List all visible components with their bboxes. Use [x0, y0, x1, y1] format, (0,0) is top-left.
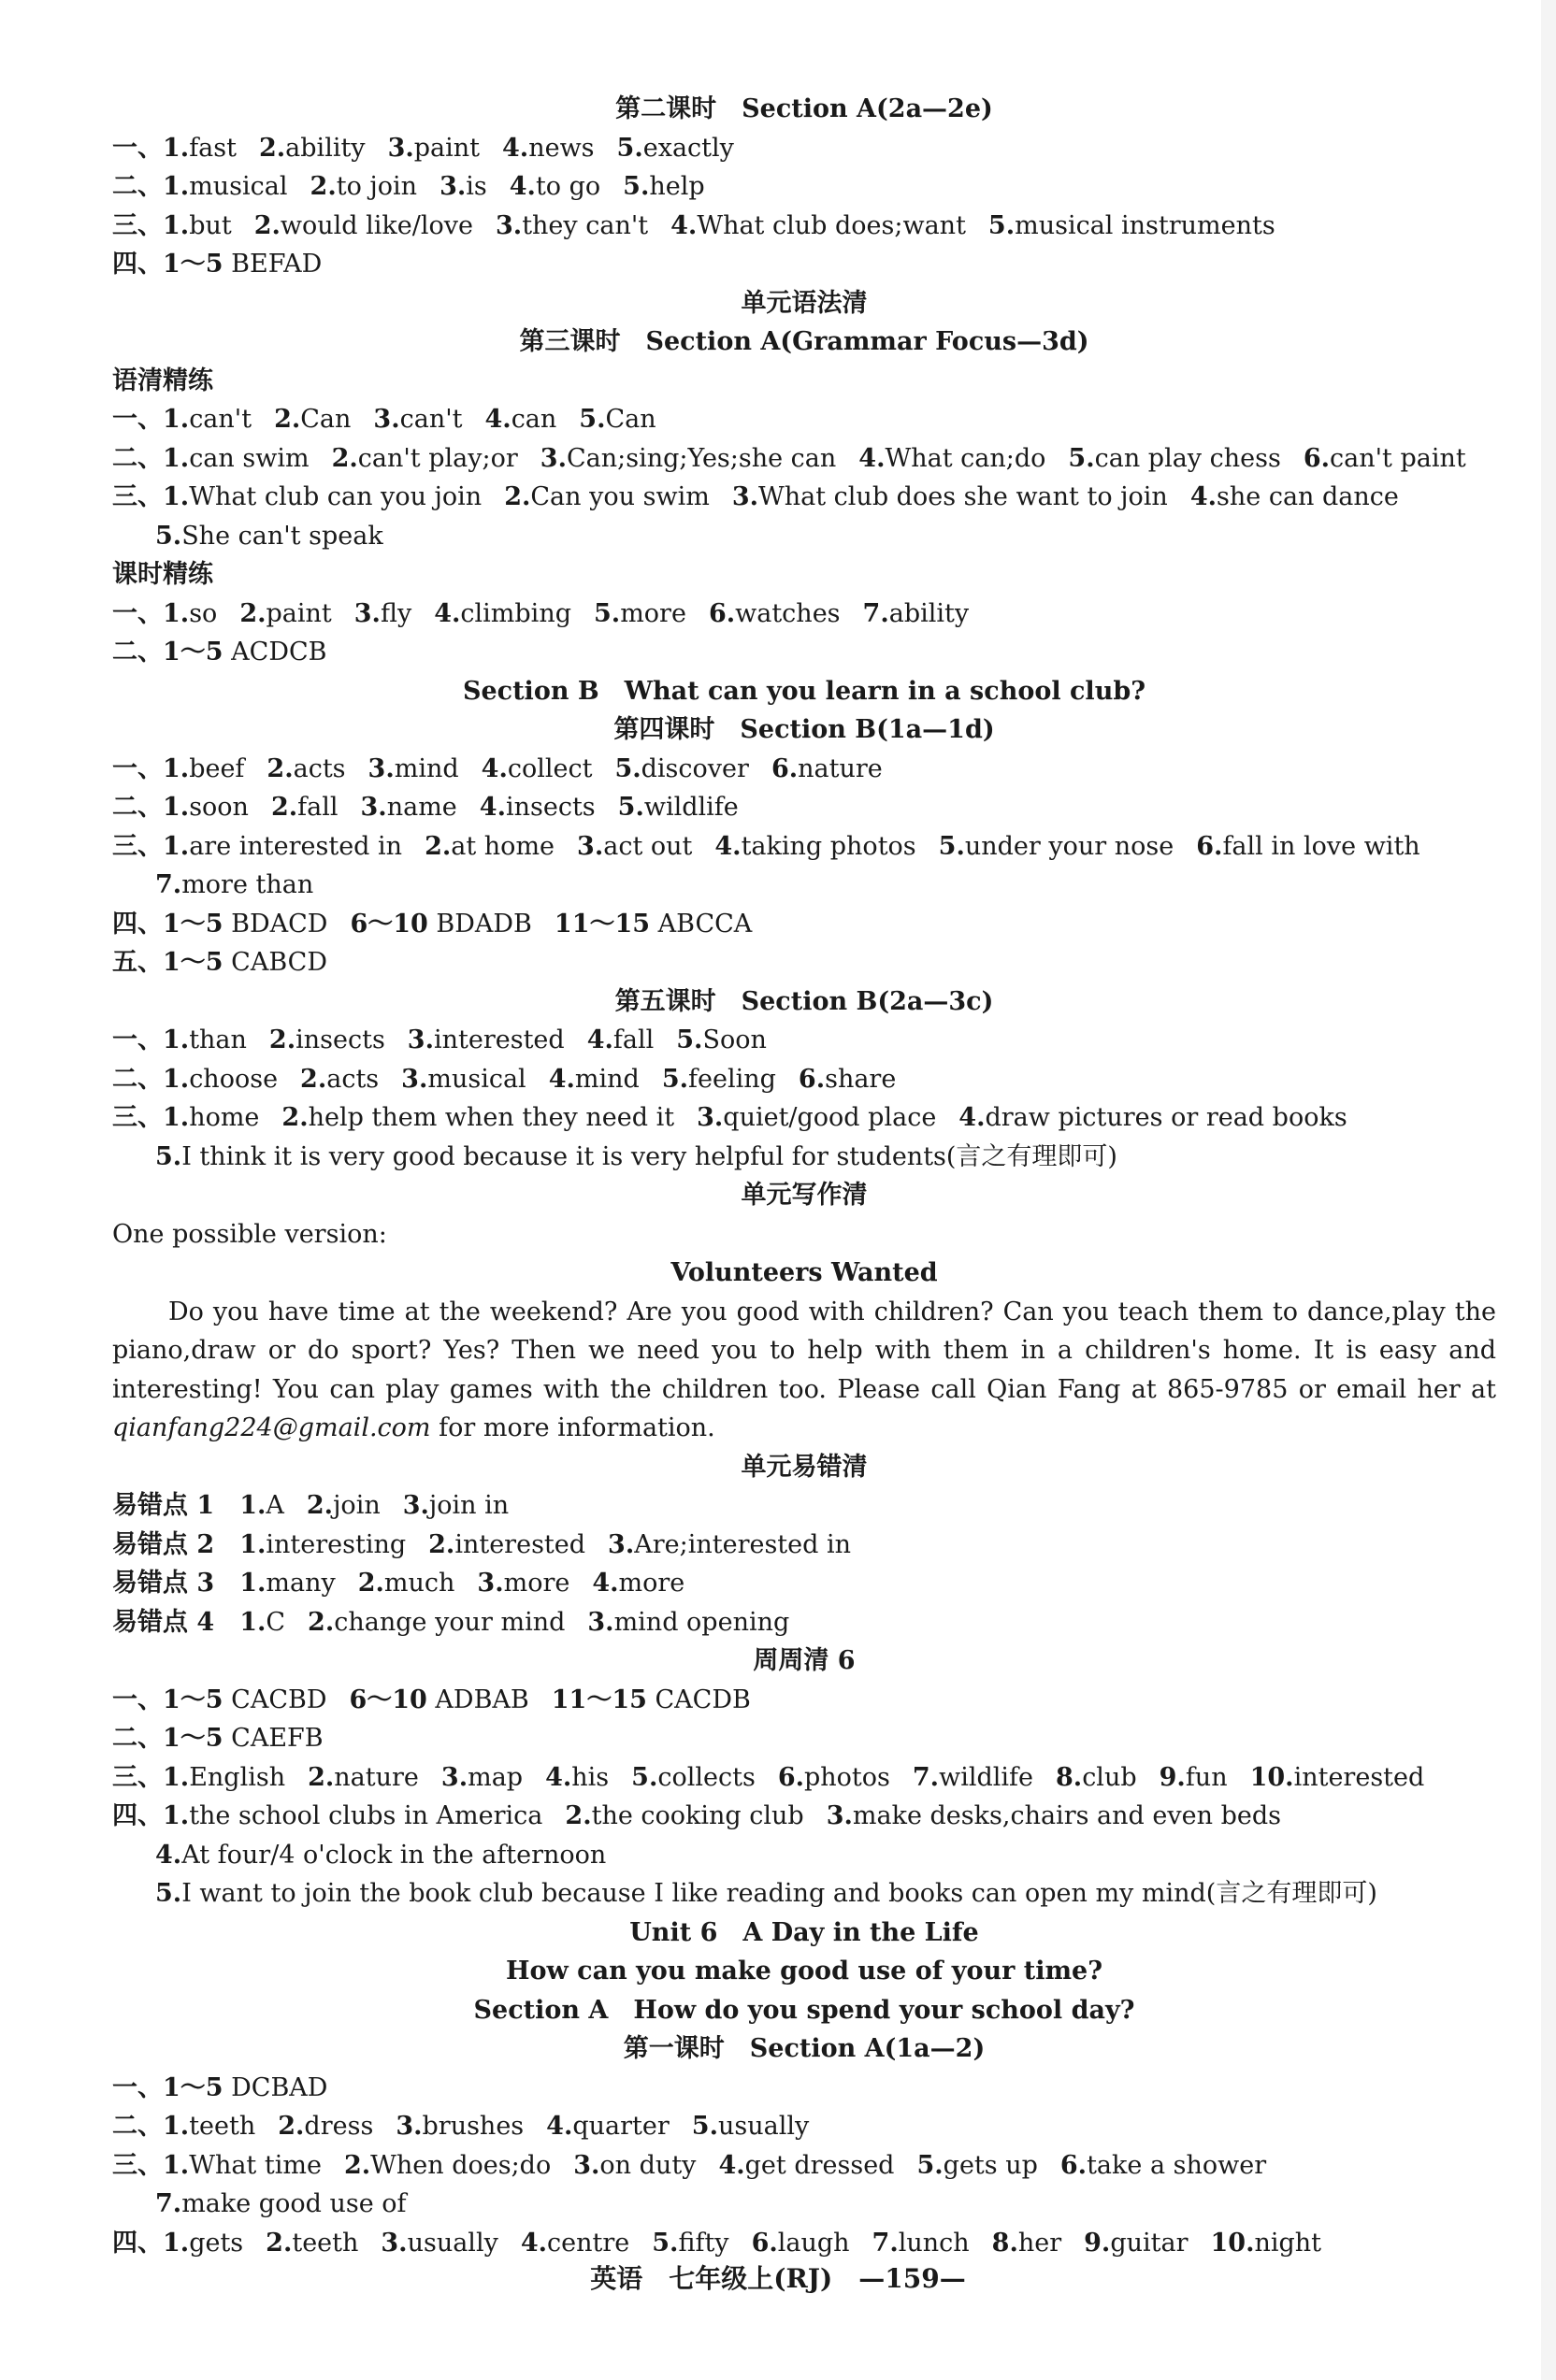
answer-item: 2.help them when they need it	[281, 1103, 675, 1132]
answer-item: 1.are interested in	[163, 831, 403, 861]
answer-item: 4.to go	[509, 172, 601, 201]
section-heading: 第五课时 Section B(2a—3c)	[614, 986, 994, 1016]
answer-row	[112, 1603, 1496, 1642]
answer-label: 二、	[112, 1064, 163, 1094]
answer-item: 1.fast	[163, 133, 237, 163]
answer-item: 5.discover	[614, 753, 749, 783]
answer-item: 1.What time	[163, 2150, 322, 2180]
answer-item: 11～15 CACDB	[551, 1685, 751, 1714]
answer-item: 2.to join	[310, 172, 418, 201]
answer-row	[112, 478, 1496, 517]
answer-item: 1.beef	[163, 753, 245, 783]
answer-item: 2.acts	[267, 753, 346, 783]
answer-row	[112, 788, 1496, 827]
answer-row	[112, 1098, 1496, 1138]
answer-label: 二、	[112, 443, 163, 473]
answer-row	[112, 400, 1496, 439]
answer-item: 5.exactly	[616, 133, 734, 163]
answer-content	[112, 90, 1496, 2262]
answer-item: 4.What club does;want	[670, 210, 966, 240]
adjacent-page-edge	[1541, 0, 1556, 2380]
answer-item: 5.Can	[579, 405, 656, 434]
answer-row	[112, 245, 1496, 284]
answer-label: 一、	[112, 598, 163, 628]
answer-item: 6.can't paint	[1303, 443, 1466, 473]
answer-item: 1～5 ACDCB	[163, 638, 327, 667]
answer-row	[112, 129, 1496, 168]
answer-label: 二、	[112, 793, 163, 822]
answer-item: 7.make good use of	[155, 2189, 407, 2218]
answer-item: 4.fall	[586, 1025, 655, 1054]
answer-item: 1.musical	[163, 172, 288, 201]
answer-item: 2.acts	[300, 1064, 380, 1094]
answer-item: 3.they can't	[496, 210, 649, 240]
answer-label: 一、	[112, 2072, 163, 2102]
subsection-heading: 语清精练	[112, 366, 213, 395]
answer-item: 5.help	[623, 172, 705, 201]
answer-item: 5.more	[594, 598, 686, 628]
answer-row	[112, 1060, 1496, 1099]
answer-item: 6～10 BDADB	[350, 909, 532, 939]
answer-item: 2.ability	[258, 133, 366, 163]
answer-label: 三、	[112, 1103, 163, 1132]
answer-row	[112, 1836, 1496, 1875]
answer-row	[112, 1874, 1496, 1914]
answer-item: 10.interested	[1249, 1762, 1425, 1792]
answer-item: 2.paint	[239, 598, 332, 628]
answer-item: 7.lunch	[872, 2228, 970, 2258]
answer-item: 3.musical	[401, 1064, 526, 1094]
answer-item: 1.can swim	[163, 443, 310, 473]
answer-item: 6.laugh	[751, 2228, 850, 2258]
answer-row	[112, 517, 1496, 556]
answer-item: 3.mind opening	[587, 1607, 790, 1637]
answer-item: 3.mind	[367, 753, 459, 783]
answer-label: 三、	[112, 210, 163, 240]
answer-row	[112, 633, 1496, 672]
answer-item: 3.name	[360, 793, 457, 822]
answer-item: 1～5 CAEFB	[163, 1724, 324, 1753]
answer-row	[112, 1138, 1496, 1177]
answer-item: 8.her	[991, 2228, 1062, 2258]
answer-item: 8.club	[1056, 1762, 1137, 1792]
answer-row	[112, 750, 1496, 789]
answer-item: 7.wildlife	[912, 1762, 1033, 1792]
answer-item: 4.climbing	[434, 598, 571, 628]
answer-label: 五、	[112, 948, 163, 977]
answer-item: 2.interested	[428, 1529, 586, 1559]
answer-item: 6.watches	[708, 598, 841, 628]
answer-item: 5.fifty	[652, 2228, 729, 2258]
section-heading: 单元易错清	[741, 1452, 868, 1482]
answer-item: 1.What club can you join	[163, 482, 483, 511]
answer-row	[112, 1719, 1496, 1758]
answer-item: 1.so	[163, 598, 218, 628]
answer-item: 3.more	[477, 1569, 570, 1598]
answer-item: 1～5 CACBD	[163, 1685, 327, 1714]
answer-item: 4.draw pictures or read books	[958, 1103, 1347, 1132]
section-heading: Unit 6 A Day in the Life	[629, 1917, 979, 1947]
answer-label: 四、	[112, 1801, 163, 1830]
section-heading: 单元语法清	[741, 288, 868, 318]
answer-item: 4.collect	[481, 753, 593, 783]
answer-item: 3.map	[440, 1762, 524, 1792]
answer-item: 5.can play chess	[1068, 443, 1281, 473]
answer-item: 6.nature	[771, 753, 883, 783]
answer-label: 三、	[112, 831, 163, 861]
answer-item: 4.get dressed	[718, 2150, 895, 2180]
answer-item: 5.I think it is very good because it is very helpful for students(言之有理即可)	[155, 1141, 1117, 1171]
section-heading: 第三课时 Section A(Grammar Focus—3d)	[519, 327, 1089, 356]
answer-row	[112, 1797, 1496, 1836]
answer-row	[112, 827, 1496, 867]
answer-row	[112, 207, 1496, 246]
answer-label: 三、	[112, 2150, 163, 2180]
subsection-heading: 课时精练	[112, 560, 213, 589]
answer-item: 6.share	[798, 1064, 897, 1094]
answer-item: 1.English	[163, 1762, 286, 1792]
answer-label: 一、	[112, 133, 163, 163]
section-heading: 单元写作清	[741, 1181, 868, 1210]
answer-label: 四、	[112, 909, 163, 939]
answer-item: 11～15 ABCCA	[554, 909, 753, 939]
answer-item: 5.under your nose	[938, 831, 1174, 861]
essay-paragraph: Do you have time at the weekend? Are you good with children? Can you teach them to dance,play the piano,draw or do sport? Yes? Then we need you to help with them in a children's home. It is easy and interesting! You can play games with the children too. Please call Qian Fang at 865-9785 or email her at qianfang224@gmail.com for more information.	[112, 1297, 1496, 1442]
answer-item: 3.quiet/good place	[697, 1103, 937, 1132]
answer-label: 一、	[112, 1685, 163, 1714]
answer-item: 1.the school clubs in America	[163, 1801, 543, 1830]
answer-item: 3.paint	[387, 133, 481, 163]
answer-item: 5.wildlife	[617, 793, 739, 822]
answer-item: 3.on duty	[573, 2150, 697, 2180]
answer-item: 2.much	[357, 1569, 455, 1598]
answer-item: 4.centre	[520, 2228, 630, 2258]
answer-item: 9.fun	[1159, 1762, 1228, 1792]
answer-item: 6.take a shower	[1059, 2150, 1267, 2180]
body-text: One possible version:	[112, 1219, 387, 1249]
answer-item: 4.can	[484, 405, 557, 434]
answer-item: 3.is	[439, 172, 487, 201]
answer-item: 9.guitar	[1084, 2228, 1189, 2258]
answer-item: 4.taking photos	[714, 831, 916, 861]
answer-item: 1～5 BDACD	[163, 909, 328, 939]
answer-item: 4.mind	[548, 1064, 640, 1094]
answer-item: 1.A	[239, 1491, 284, 1520]
answer-label: 二、	[112, 638, 163, 667]
answer-item: 1.teeth	[163, 2112, 256, 2141]
answer-item: 7.more than	[155, 870, 314, 899]
answer-row	[112, 1021, 1496, 1060]
answer-item: 4.she can dance	[1189, 482, 1399, 511]
answer-row	[112, 2185, 1496, 2224]
answer-item: 6.photos	[777, 1762, 890, 1792]
answer-item: 2.join	[306, 1491, 381, 1520]
answer-item: 2.the cooking club	[565, 1801, 804, 1830]
answer-label: 易错点 3	[112, 1569, 240, 1598]
answer-item: 1.choose	[163, 1064, 279, 1094]
answer-item: 4.more	[592, 1569, 685, 1598]
answer-item: 4.insects	[479, 793, 596, 822]
answer-item: 1.interesting	[239, 1529, 407, 1559]
answer-item: 2.fall	[270, 793, 339, 822]
answer-row	[112, 943, 1496, 982]
answer-label: 一、	[112, 753, 163, 783]
section-heading: 周周清 6	[753, 1646, 856, 1675]
answer-item: 5.usually	[691, 2112, 810, 2141]
answer-item: 2.would like/love	[253, 210, 473, 240]
answer-row	[112, 1758, 1496, 1798]
section-heading: 第二课时 Section A(2a—2e)	[615, 94, 993, 123]
answer-item: 2.at home	[425, 831, 555, 861]
answer-item: 5.musical instruments	[987, 210, 1275, 240]
answer-label: 四、	[112, 2228, 163, 2258]
answer-item: 10.night	[1210, 2228, 1322, 2258]
answer-item: 1～5 BEFAD	[163, 250, 323, 279]
section-heading: 第一课时 Section A(1a—2)	[623, 2034, 986, 2063]
answer-row	[112, 439, 1496, 479]
answer-row	[112, 1564, 1496, 1603]
answer-label: 二、	[112, 2112, 163, 2141]
section-heading: Section A How do you spend your school day?	[473, 1995, 1135, 2025]
answer-item: 2.change your mind	[308, 1607, 566, 1637]
answer-item: 1.home	[163, 1103, 260, 1132]
page-footer: 英语 七年级上(RJ) —159—	[590, 2263, 966, 2294]
answer-item: 6.fall in love with	[1196, 831, 1420, 861]
answer-row	[112, 1526, 1496, 1565]
answer-label: 一、	[112, 405, 163, 434]
answer-item: 1～5 DCBAD	[163, 2072, 328, 2102]
answer-row	[112, 1486, 1496, 1526]
answer-label: 三、	[112, 1762, 163, 1792]
answer-label: 四、	[112, 250, 163, 279]
answer-item: 2.Can you swim	[504, 482, 710, 511]
answer-item: 5.She can't speak	[155, 521, 383, 551]
answer-row	[112, 2146, 1496, 2186]
answer-item: 3.fly	[353, 598, 412, 628]
answer-item: 1.but	[163, 210, 232, 240]
answer-row	[112, 595, 1496, 634]
answer-item: 3.Are;interested in	[608, 1529, 852, 1559]
answer-row	[112, 2224, 1496, 2263]
answer-row	[112, 167, 1496, 207]
answer-item: 4.At four/4 o'clock in the afternoon	[155, 1840, 607, 1870]
answer-item: 1.than	[163, 1025, 247, 1054]
answer-item: 3.What club does she want to join	[731, 482, 1168, 511]
answer-item: 3.interested	[407, 1025, 565, 1054]
answer-item: 5.feeling	[661, 1064, 776, 1094]
answer-item: 2.dress	[278, 2112, 374, 2141]
answer-item: 1.many	[239, 1569, 336, 1598]
answer-item: 3.make desks,chairs and even beds	[826, 1801, 1281, 1830]
answer-label: 易错点 4	[112, 1607, 240, 1637]
answer-item: 3.usually	[381, 2228, 498, 2258]
answer-item: 1.gets	[163, 2228, 244, 2258]
answer-item: 4.news	[502, 133, 595, 163]
section-heading: 第四课时 Section B(1a—1d)	[613, 715, 995, 744]
answer-row	[112, 905, 1496, 944]
answer-label: 易错点 2	[112, 1529, 240, 1559]
answer-item: 4.quarter	[546, 2112, 670, 2141]
answer-item: 3.brushes	[396, 2112, 525, 2141]
answer-label: 易错点 1	[112, 1491, 240, 1520]
answer-item: 6～10 ADBAB	[349, 1685, 529, 1714]
answer-row	[112, 866, 1496, 905]
answer-item: 2.nature	[308, 1762, 419, 1792]
answer-item: 4.What can;do	[858, 443, 1046, 473]
answer-item: 1.soon	[163, 793, 249, 822]
email-text: qianfang224@gmail.com	[112, 1413, 431, 1442]
answer-item: 4.his	[545, 1762, 610, 1792]
answer-item: 2.When does;do	[343, 2150, 552, 2180]
answer-label: 三、	[112, 482, 163, 511]
answer-row	[112, 2107, 1496, 2146]
section-heading: Section B What can you learn in a school club?	[462, 676, 1146, 706]
answer-item: 5.collects	[631, 1762, 756, 1792]
answer-item: 3.Can;sing;Yes;she can	[540, 443, 837, 473]
answer-item: 2.Can	[274, 405, 352, 434]
answer-item: 3.act out	[577, 831, 693, 861]
answer-item: 1～5 CABCD	[163, 948, 327, 977]
answer-label: 二、	[112, 1724, 163, 1753]
answer-item: 7.ability	[862, 598, 970, 628]
answer-item: 2.can't play;or	[331, 443, 518, 473]
answer-item: 1.can't	[163, 405, 252, 434]
answer-item: 1.C	[239, 1607, 286, 1637]
answer-label: 二、	[112, 172, 163, 201]
answer-row	[112, 2069, 1496, 2108]
answer-item: 5.Soon	[676, 1025, 767, 1054]
answer-row	[112, 1681, 1496, 1720]
answer-item: 3.join in	[402, 1491, 510, 1520]
answer-item: 2.teeth	[266, 2228, 359, 2258]
answer-item: 5.gets up	[916, 2150, 1038, 2180]
answer-item: 3.can't	[373, 405, 463, 434]
answer-item: 5.I want to join the book club because I like reading and books can open my mind(言之有理即可)	[155, 1879, 1377, 1908]
section-heading: How can you make good use of your time?	[505, 1957, 1103, 1986]
section-heading: Volunteers Wanted	[670, 1258, 938, 1287]
answer-label: 一、	[112, 1025, 163, 1054]
answer-item: 2.insects	[268, 1025, 385, 1054]
